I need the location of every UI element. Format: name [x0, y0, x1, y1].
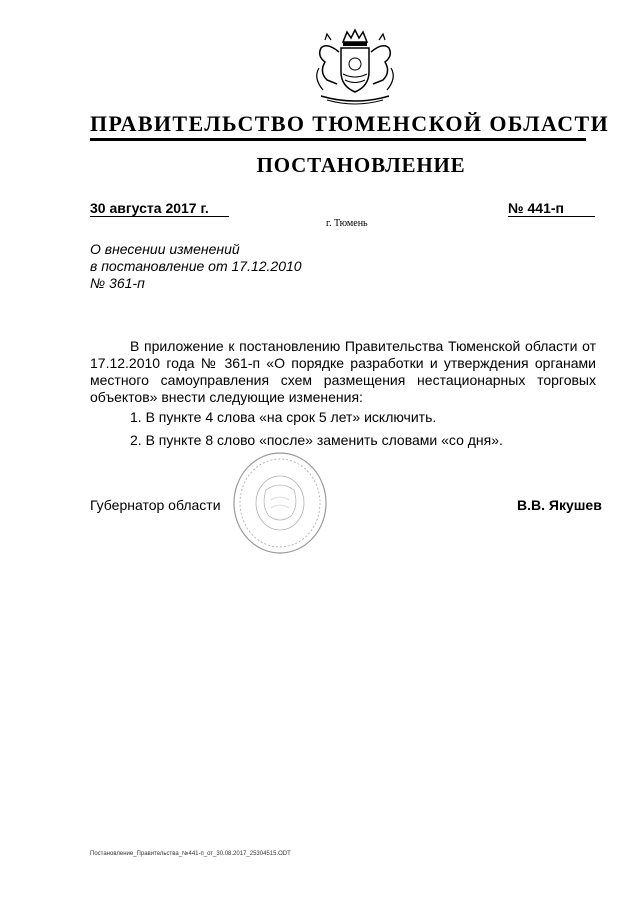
signatory-title: Губернатор области: [90, 497, 221, 513]
document-date: 30 августа 2017 г.: [90, 200, 229, 217]
official-seal-icon: [231, 450, 329, 556]
signatory-name: В.В. Якушев: [517, 497, 602, 513]
subject-line: О внесении изменений: [90, 241, 240, 257]
document-number: № 441-п: [508, 200, 595, 217]
body-paragraph: В приложение к постановлению Правительства Тюменской области от 17.12.2010 года № 361-п «О порядке разработки и утверждения органами местного самоуправления схем размещения нестационарных торговых объектов» внести следующие изменения:: [90, 338, 596, 405]
subject-line: № 361-п: [90, 275, 145, 291]
subject-line: в постановление от 17.12.2010: [90, 258, 302, 274]
government-title: ПРАВИТЕЛЬСТВО ТЮМЕНСКОЙ ОБЛАСТИ: [90, 111, 610, 136]
document-city: г. Тюмень: [326, 218, 368, 229]
list-item: 1. В пункте 4 слова «на срок 5 лет» исключить.: [130, 409, 437, 425]
title-divider: [90, 138, 586, 141]
list-item: 2. В пункте 8 слово «после» заменить словами «со дня».: [130, 432, 503, 448]
footer-file-name: Постановление_Правительства_№441-п_от_30.08.2017_25304515.ODT: [90, 851, 291, 857]
document-subject: [90, 241, 302, 292]
document-type: ПОСТАНОВЛЕНИЕ: [256, 153, 466, 177]
coat-of-arms-icon: [305, 28, 405, 112]
